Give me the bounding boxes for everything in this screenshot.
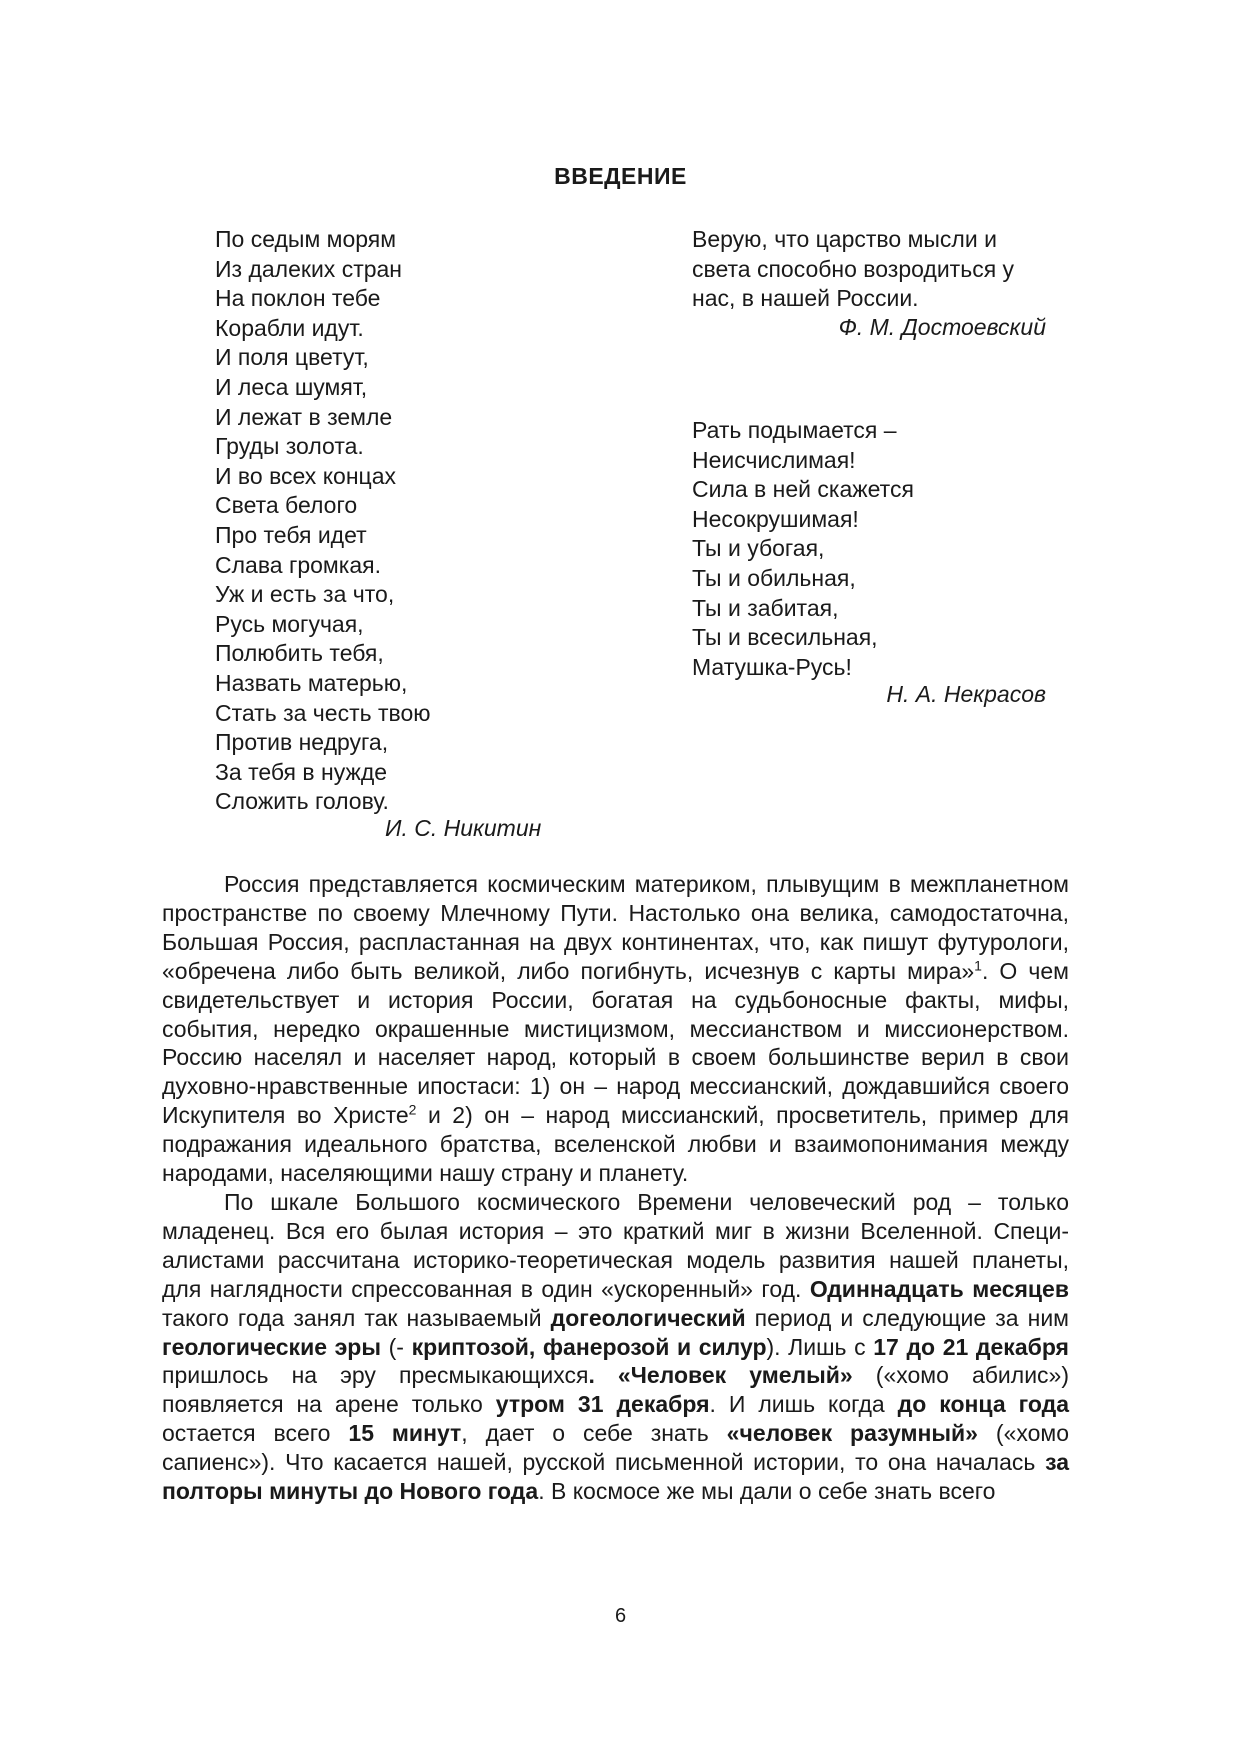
poem-line: И леса шумят,: [215, 373, 368, 400]
poem-line: Верую, что царство мысли и: [692, 226, 997, 252]
text-run: период и следующие за ним: [745, 1304, 1069, 1331]
paragraph: [162, 1188, 1069, 1506]
epigraph-dostoevsky: [692, 225, 1014, 314]
text-run: . О чем свидетельствует и история России, богатая на судьбоносные факты, мифы, события, нередко окрашенные мистицизмом, мессианством и миссионерством. Россию населял и населяет народ, который в своем большинстве верил в свои духовно-нравственные ипостаси: 1) он – народ мессианский, дождавшийся своего Искупителя во Христе: [162, 957, 1069, 1129]
poem-line: Света белого: [215, 492, 358, 519]
poem-line: Уж и есть за что,: [215, 581, 395, 608]
poem-line: Слава громкая.: [215, 551, 381, 578]
page-title: ВВЕДЕНИЕ: [554, 163, 687, 189]
text-run: . И лишь когда: [709, 1391, 898, 1418]
poem-line: Ты и всесильная,: [692, 624, 878, 651]
poem-line: И поля цветут,: [215, 344, 369, 371]
poem-line: Ты и обильная,: [692, 564, 856, 591]
text-run: . В космосе же мы дали о себе знать всего: [538, 1478, 996, 1505]
poem-line: Сложить голову.: [215, 788, 389, 815]
poem-line: Сила в ней скажется: [692, 476, 914, 503]
poem-line: света способно возродиться у: [692, 255, 1015, 282]
poem-line: Матушка-Русь!: [692, 653, 852, 680]
bold-text: 17 до 21 декабря: [873, 1333, 1069, 1360]
poem-nekrasov: [692, 416, 914, 682]
bold-text: догеологический: [550, 1304, 746, 1331]
author-nekrasov: Н. А. Некрасов: [886, 681, 1046, 707]
poem-line: По седым морям: [215, 226, 397, 252]
text-run: ). Лишь с: [766, 1333, 874, 1360]
body-text: [162, 870, 1069, 1506]
poem-line: И во всех концах: [215, 462, 396, 489]
poem-line: Из далеких стран: [215, 255, 403, 282]
text-run: («хомо абилис») появляется на арене только: [162, 1362, 1069, 1418]
text-run: остается всего: [162, 1420, 349, 1447]
poem-line: Корабли идут.: [215, 314, 364, 341]
page-number: 6: [614, 1605, 627, 1627]
bold-text: до конца года: [897, 1391, 1069, 1418]
poem-line: Несокрушимая!: [692, 505, 859, 532]
footnote-marker: 2: [408, 1101, 417, 1118]
author-nikitin: И. С. Никитин: [385, 815, 542, 841]
poem-line: Неисчислимая!: [692, 446, 856, 473]
poem-line: Полюбить тебя,: [215, 640, 384, 667]
poem-line: Груды золота.: [215, 433, 364, 460]
text-run: такого года занял так называемый: [162, 1304, 551, 1331]
poem-line: За тебя в нужде: [215, 758, 388, 785]
text-run: По шкале Большого космического Времени человеческий род – только младенец. Вся его былая история – это краткий миг в жизни Вселенной. Специалистами рассчитана историко-теоретическая модель развития нашей планеты, для наглядности спрессованная в один «ускоренный» год.: [162, 1188, 1069, 1302]
poem-line: Русь могучая,: [215, 610, 364, 637]
bold-text: . «Человек умелый»: [588, 1362, 853, 1389]
poem-line: Ты и убогая,: [692, 535, 825, 562]
text-run: и 2) он – народ миссианский, просветитель, пример для подражания идеального братства, вселенской любви и взаимопонимания между народами, населяющими нашу страну и планету.: [162, 1102, 1069, 1187]
text-run: («хомо сапиенс»). Что касается нашей, русской письменной истории, то она началась: [162, 1420, 1069, 1476]
bold-text: за полторы минуты до Нового года: [162, 1449, 1069, 1505]
bold-text: утром 31 декабря: [495, 1391, 710, 1418]
poem-nikitin: [215, 225, 431, 817]
poem-line: И лежат в земле: [215, 403, 393, 430]
poem-line: Стать за честь твою: [215, 699, 431, 726]
poem-line: Ты и забитая,: [692, 594, 839, 621]
paragraph: [162, 870, 1069, 1188]
poem-line: Рать подымается –: [692, 417, 897, 443]
footnote-marker: 1: [974, 957, 982, 974]
bold-text: Одиннадцать месяцев: [809, 1275, 1069, 1302]
text-run: Россия представляется космическим материком, плывущим в межпланетном пространстве по своему Млечному Пути. Настолько она велика, самодостаточна, Большая Россия, распластанная на двух континентах, что, как пишут футурологи, «обречена либо быть великой, либо погибнуть, исчезнув с карты мира»: [162, 871, 1069, 984]
bold-text: криптозой, фанерозой и силур: [411, 1333, 767, 1360]
poem-line: нас, в нашей России.: [692, 285, 919, 312]
text-run: пришлось на эру пресмыкающихся: [162, 1362, 589, 1389]
poem-line: На поклон тебе: [215, 285, 381, 312]
text-run: , дает о себе знать: [461, 1420, 727, 1447]
author-dostoevsky: Ф. М. Достоевский: [838, 314, 1046, 340]
bold-text: геологические эры: [162, 1333, 382, 1360]
poem-line: Против недруга,: [215, 729, 389, 756]
bold-text: «человек разумный»: [726, 1420, 978, 1447]
text-run: (-: [381, 1333, 412, 1360]
bold-text: 15 минут: [348, 1420, 462, 1447]
poem-line: Про тебя идет: [215, 521, 367, 548]
poem-line: Назвать матерью,: [215, 669, 408, 696]
